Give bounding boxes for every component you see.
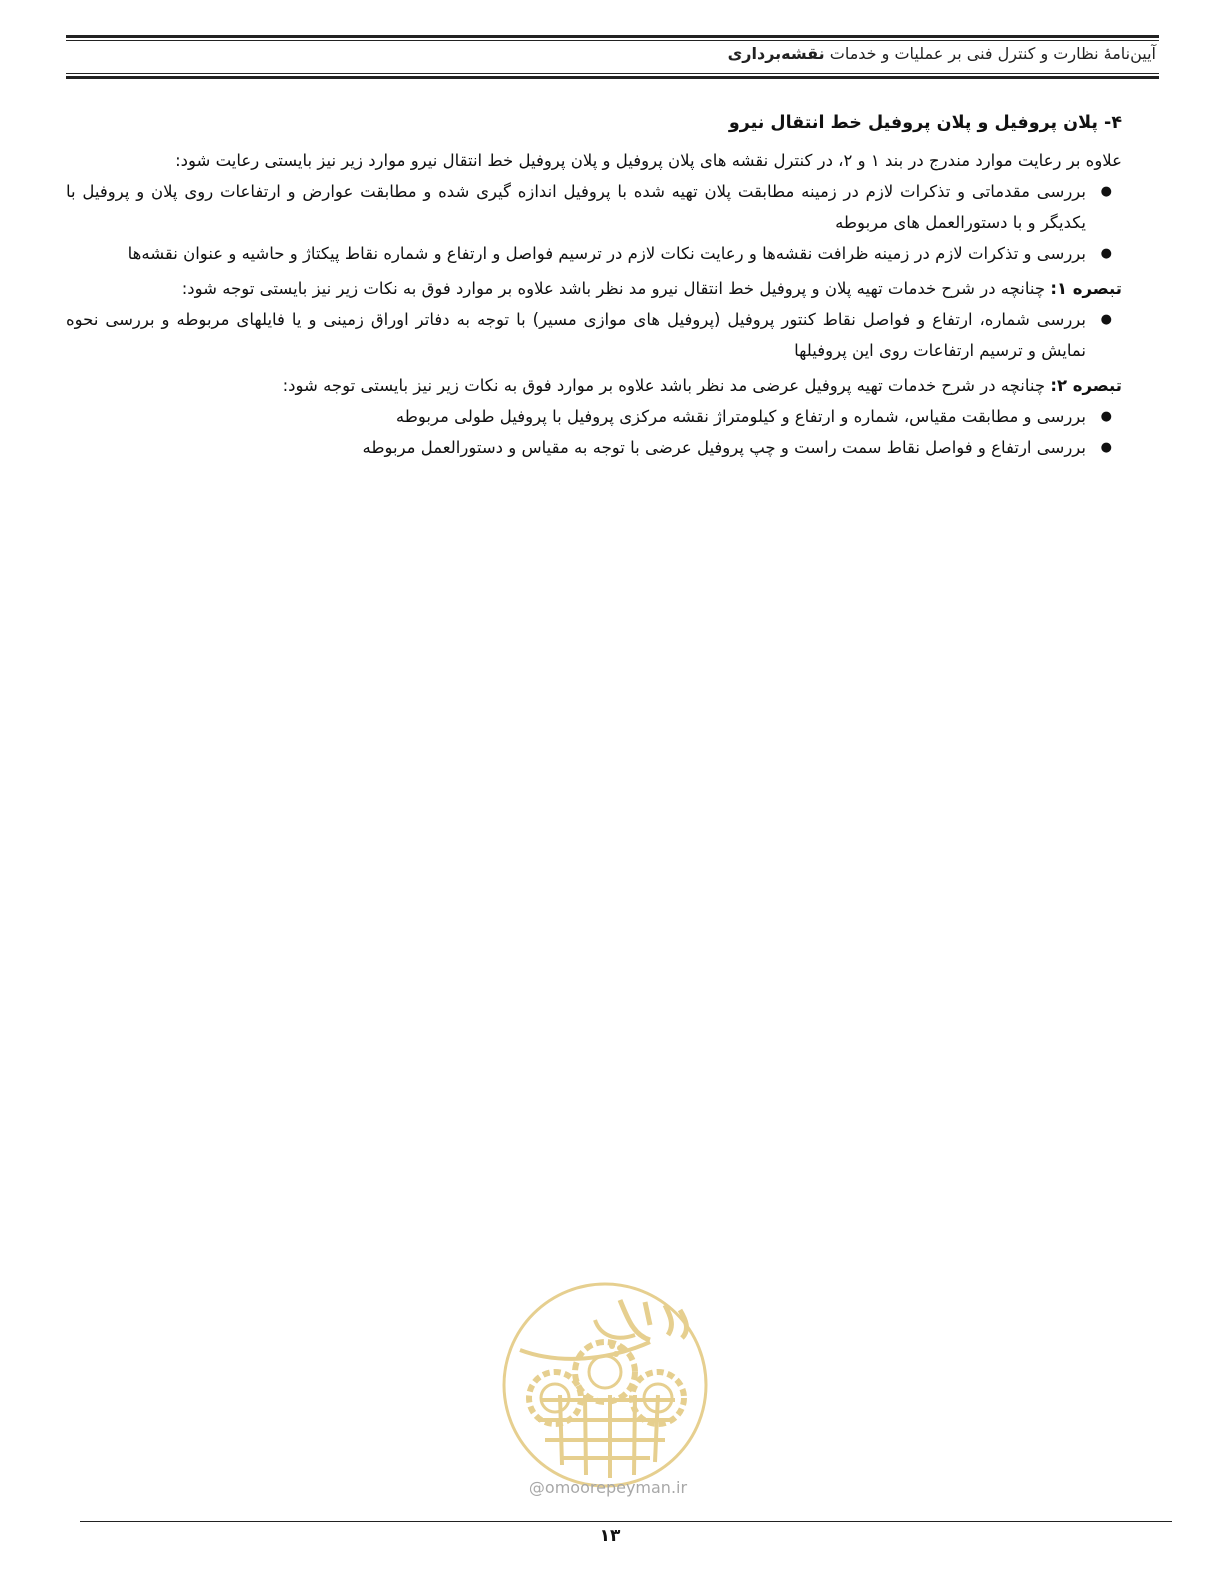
header-rule-bottom <box>66 76 1159 79</box>
list-item-text: بررسی و تذکرات لازم در زمینه ظرافت نقشه‌ها و رعایت نکات لازم در ترسیم فواصل و ارتفاع و شماره نقاط پیکتاژ و حاشیه و عنوان نقشه‌ها <box>127 244 1086 263</box>
watermark-site: @omoorepeyman.ir <box>528 1478 688 1497</box>
list-item <box>66 304 1112 366</box>
list-item-text: بررسی ارتفاع و فواصل نقاط سمت راست و چپ پروفیل عرضی با توجه به مقیاس و دستورالعمل مربوطه <box>362 438 1086 457</box>
header-rule-top-thin <box>66 40 1159 41</box>
list-item <box>66 238 1112 269</box>
footer-rule <box>80 1521 1172 1522</box>
bullet-icon: ● <box>1100 440 1112 455</box>
bullet-icon: ● <box>1100 312 1112 327</box>
note-2 <box>66 370 1122 401</box>
note-2-text: چنانچه در شرح خدمات تهیه پروفیل عرضی مد نظر باشد علاوه بر موارد فوق به نکات زیر نیز بایستی توجه شود: <box>282 376 1051 395</box>
list-item <box>66 401 1112 432</box>
note-2-bullet-list <box>66 401 1122 463</box>
bullet-icon: ● <box>1100 184 1112 199</box>
header-rule-top <box>66 35 1159 38</box>
note-1-label: تبصره ۱: <box>1050 279 1122 298</box>
header-rule-bottom-thin <box>66 73 1159 74</box>
list-item-text: بررسی مقدماتی و تذکرات لازم در زمینه مطابقت پلان تهیه شده با پروفیل اندازه گیری شده و مطابقت عوارض و ارتفاعات روی پلان و پروفیل با یکدیگر و با دستورالعمل های مربوطه <box>66 182 1086 232</box>
watermark-logo-icon <box>500 1280 710 1490</box>
note-1-text: چنانچه در شرح خدمات تهیه پلان و پروفیل خط انتقال نیرو مد نظر باشد علاوه بر موارد فوق به نکات زیر نیز بایستی توجه شود: <box>181 279 1051 298</box>
page-number: ۱۳ <box>599 1526 621 1546</box>
list-item-text: بررسی شماره، ارتفاع و فواصل نقاط کنتور پروفیل (پروفیل های موازی مسیر) با توجه به دفاتر اوراق زمینی و یا فایلهای مربوطه و بررسی نحوه نمایش و ترسیم ارتفاعات روی این پروفیلها <box>66 310 1086 360</box>
section-bullet-list <box>66 176 1122 269</box>
document-body <box>66 108 1122 463</box>
list-item <box>66 176 1112 238</box>
list-item-text: بررسی و مطابقت مقیاس، شماره و ارتفاع و کیلومتراژ نقشه مرکزی پروفیل با پروفیل طولی مربوطه <box>395 407 1086 426</box>
list-item <box>66 432 1112 463</box>
note-1 <box>66 273 1122 304</box>
section-intro: علاوه بر رعایت موارد مندرج در بند ۱ و ۲، در کنترل نقشه های پلان پروفیل و پلان پروفیل خط انتقال نیرو موارد زیر نیز بایستی رعایت شود: <box>175 151 1122 170</box>
header-title-bold: نقشه‌برداری <box>727 44 825 63</box>
header-title <box>728 44 1156 63</box>
header-title-prefix: آیین‌نامهٔ نظارت و کنترل فنی بر عملیات و خدمات <box>824 44 1156 63</box>
note-2-label: تبصره ۲: <box>1050 376 1122 395</box>
bullet-icon: ● <box>1100 246 1112 261</box>
bullet-icon: ● <box>1100 409 1112 424</box>
section-heading: ۴- پلان پروفیل و پلان پروفیل خط انتقال نیرو <box>728 113 1122 133</box>
note-1-bullet-list <box>66 304 1122 366</box>
